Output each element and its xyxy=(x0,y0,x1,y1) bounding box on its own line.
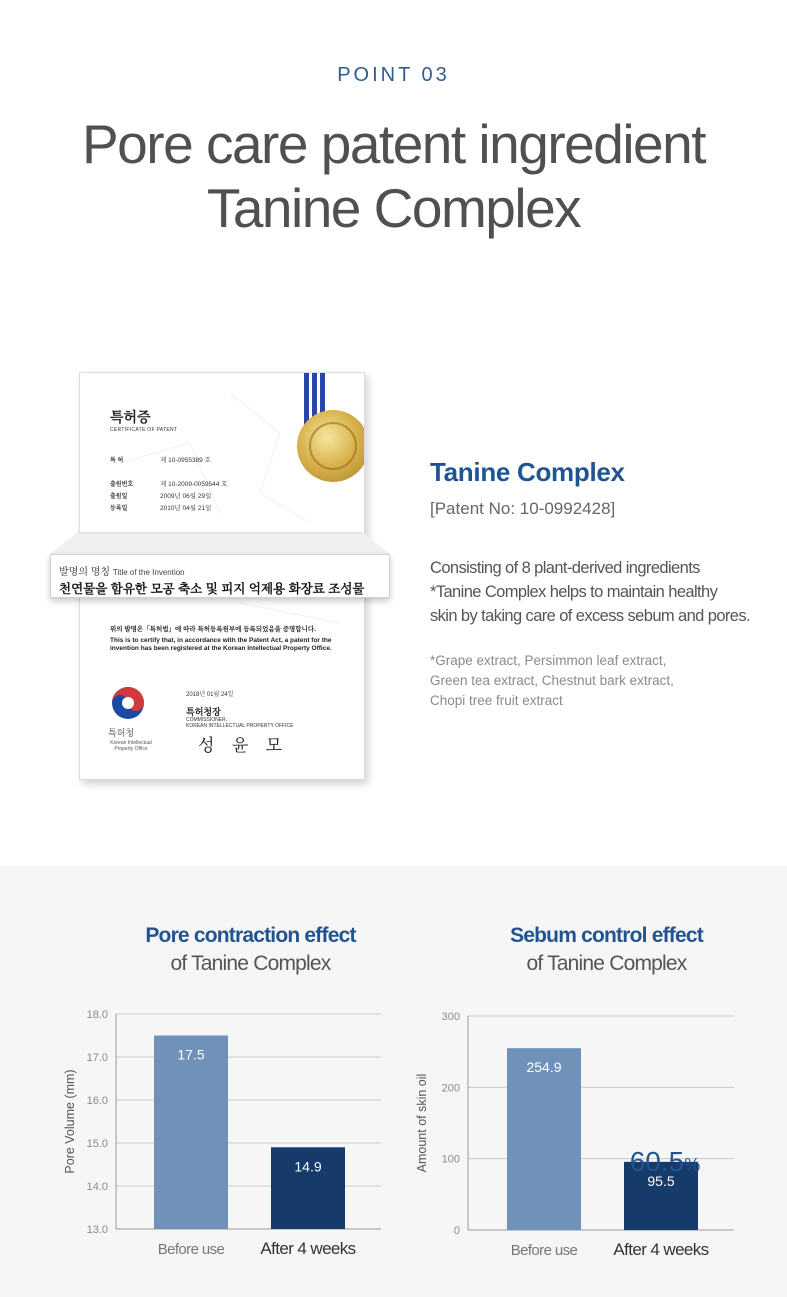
bar-value-label: 17.5 xyxy=(177,1046,205,1063)
certificate-date: 2018년 01월 24일 xyxy=(186,692,234,698)
certify-text-en: This is to certify that, in accordance with the Patent Act, a patent for the invention has been registered at the Korean Intellectual Property Office. xyxy=(110,637,332,652)
chart-2-title: Sebum control effect xyxy=(510,924,703,947)
cert-row-value: 2009년 06월 29일 xyxy=(160,493,212,500)
banner-label-ko: 발명의 명칭 xyxy=(59,567,111,578)
point-label: POINT 03 xyxy=(337,64,450,86)
y-tick-label: 15.0 xyxy=(86,1138,108,1150)
taegeuk-emblem-icon xyxy=(110,685,146,721)
cert-row-label: 특 허 xyxy=(110,458,124,464)
banner-label xyxy=(59,563,185,578)
commissioner-title-en xyxy=(186,717,293,729)
bar-value-label: 254.9 xyxy=(526,1059,562,1076)
patent-number: [Patent No: 10-0992428] xyxy=(430,499,616,518)
gold-seal-icon xyxy=(297,410,365,482)
banner-fold-shape xyxy=(50,532,390,556)
certificate-subtitle: CERTIFICATE OF PATENT xyxy=(110,427,178,433)
banner-label-en: Title of the Invention xyxy=(112,568,185,577)
cert-row-label: 출원번호 xyxy=(110,482,134,488)
commissioner-line-1: COMMISSIONER, xyxy=(186,717,228,723)
certificate-title: 특허증 xyxy=(110,409,151,425)
y-tick-label: 13.0 xyxy=(86,1224,108,1236)
y-tick-label: 14.0 xyxy=(86,1181,108,1193)
headline-line-2: Tanine Complex xyxy=(206,177,581,239)
product-title: Tanine Complex xyxy=(430,457,625,487)
description-line: skin by taking care of excess sebum and pores. xyxy=(430,607,750,625)
commissioner-line-2: KOREAN INTELLECTUAL PROPERTY OFFICE xyxy=(186,723,294,729)
category-label: Before use xyxy=(157,1241,225,1258)
description-line: Consisting of 8 plant-derived ingredients xyxy=(430,559,700,577)
banner-box xyxy=(50,554,390,598)
headline xyxy=(0,112,787,240)
y-tick-label: 100 xyxy=(441,1153,460,1166)
category-label: Before use xyxy=(510,1242,578,1259)
cert-row-label: 출원일 xyxy=(110,494,128,500)
invention-title: 천연물을 함유한 모공 축소 및 피지 억제용 화장료 조성물 xyxy=(59,582,365,596)
ingredient-line: Chopi tree fruit extract xyxy=(430,693,563,708)
signature: 성 윤 모 xyxy=(198,736,289,756)
annotation-unit: % xyxy=(684,1155,701,1175)
invention-title-banner xyxy=(50,532,390,612)
ingredient-line: Green tea extract, Chestnut bark extract, xyxy=(430,673,674,688)
y-tick-label: 16.0 xyxy=(86,1095,108,1107)
category-label: After 4 weeks xyxy=(613,1240,709,1259)
charts-svg xyxy=(0,866,787,1297)
chart-1-subtitle: of Tanine Complex xyxy=(170,952,331,975)
chart-2-subtitle: of Tanine Complex xyxy=(526,952,687,975)
ribbon-stripe xyxy=(304,373,309,425)
bar xyxy=(507,1048,581,1230)
y-tick-label: 0 xyxy=(453,1225,460,1237)
category-label: After 4 weeks xyxy=(260,1239,356,1258)
reduction-annotation xyxy=(630,1146,701,1177)
y-axis-label: Amount of skin oil xyxy=(415,1073,429,1173)
cert-row-value: 제 10-2009-0059544 호 xyxy=(160,481,228,488)
y-axis-label: Pore Volume (mm) xyxy=(63,1069,77,1174)
office-name: 특허청 xyxy=(108,728,135,738)
commissioner-title: 특허청장 xyxy=(186,707,221,717)
sebum-control-chart xyxy=(415,1011,734,1259)
pore-contraction-chart xyxy=(63,1009,381,1258)
cert-row-value: 2010년 04월 21일 xyxy=(160,505,212,512)
y-tick-label: 300 xyxy=(441,1011,460,1023)
office-name-en: Korean Intellectual Property Office xyxy=(110,740,152,752)
cert-row-label: 등록일 xyxy=(110,506,128,512)
y-tick-label: 18.0 xyxy=(86,1009,108,1021)
y-tick-label: 200 xyxy=(441,1082,460,1095)
annotation-value: 60.5 xyxy=(629,1146,685,1177)
ingredient-line: *Grape extract, Persimmon leaf extract, xyxy=(430,653,667,668)
y-tick-label: 17.0 xyxy=(86,1052,108,1064)
chart-1-title: Pore contraction effect xyxy=(145,924,356,947)
bar-value-label: 14.9 xyxy=(294,1158,322,1175)
cert-row-value: 제 10-0955389 호 xyxy=(160,457,211,464)
certify-text-ko: 위의 발명은「특허법」에 따라 특허등록원부에 등록되었음을 증명합니다. xyxy=(110,626,316,633)
description-line: *Tanine Complex helps to maintain healthy xyxy=(430,583,718,601)
chart-panel xyxy=(0,866,787,1297)
bar-value-label: 95.5 xyxy=(647,1172,675,1189)
headline-line-1: Pore care patent ingredient xyxy=(82,113,705,175)
bar xyxy=(154,1036,228,1230)
